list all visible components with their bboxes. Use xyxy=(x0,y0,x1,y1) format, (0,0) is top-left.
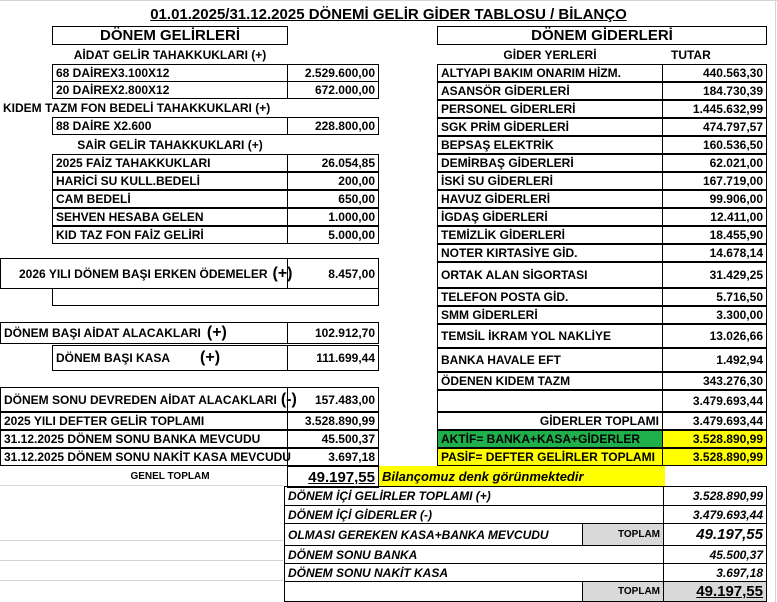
list-item-label: 20 DAİREX2.800X12 xyxy=(52,81,288,99)
table-row-value: 3.300,00 xyxy=(662,306,767,324)
pasif-value: 3.528.890,99 xyxy=(662,448,767,466)
table-row-label: İSKİ SU GİDERLERİ xyxy=(437,172,663,190)
table-row-value: 474.797,57 xyxy=(662,118,767,136)
table-row-value: 343.276,30 xyxy=(662,372,767,390)
list-item-value: 26.054,85 xyxy=(287,154,379,172)
summary-row-label: DÖNEM İÇİ GELİRLER TOPLAMI (+) xyxy=(284,486,664,506)
summary-row-value: 49.197,55 xyxy=(663,523,767,546)
banka-value: 45.500,37 xyxy=(287,430,379,448)
table-row-label: PERSONEL GİDERLERİ xyxy=(437,100,663,118)
summary-final-empty xyxy=(284,581,583,602)
table-row-label: İGDAŞ GİDERLERİ xyxy=(437,208,663,226)
table-row-value: 62.021,00 xyxy=(662,154,767,172)
list-item-value: 5.000,00 xyxy=(287,226,379,244)
table-row-value: 99.906,00 xyxy=(662,190,767,208)
genel-toplam-value: 49.197,55 xyxy=(287,466,379,488)
erken-row xyxy=(0,258,293,289)
table-row-label: HAVUZ GİDERLERİ xyxy=(437,190,663,208)
erken-value: 8.457,00 xyxy=(287,258,379,289)
table-row-label: BEPSAŞ ELEKTRİK xyxy=(437,136,663,154)
list-item-label: 2025 FAİZ TAHAKKUKLARI xyxy=(52,154,288,172)
aktif-value: 3.528.890,99 xyxy=(662,430,767,448)
kasa-sign: (+) xyxy=(200,349,221,366)
banka-label: 31.12.2025 DÖNEM SONU BANKA MEVCUDU xyxy=(0,430,288,448)
expense-total-value: 3.479.693,44 xyxy=(662,412,767,430)
table-row-value: 440.563,30 xyxy=(662,64,767,82)
table-row-value: 14.678,14 xyxy=(662,244,767,262)
table-row-value: 1.492,94 xyxy=(662,348,767,372)
table-row-value: 13.026,66 xyxy=(662,324,767,348)
list-item-label: KID TAZ FON FAİZ GELİRİ xyxy=(52,226,288,244)
table-row-label: ORTAK ALAN SİGORTASI xyxy=(437,262,663,288)
list-item-value: 650,00 xyxy=(287,190,379,208)
income-header: DÖNEM GELİRLERİ xyxy=(52,26,288,45)
summary-row-label: DÖNEM SONU NAKİT KASA xyxy=(284,563,664,582)
list-item-label: CAM BEDELİ xyxy=(52,190,288,208)
table-row-value: 160.536,50 xyxy=(662,136,767,154)
page-title: 01.01.2025/31.12.2025 DÖNEMİ GELİR GİDER TABLOSU / BİLANÇO xyxy=(150,5,627,23)
sair-header: SAİR GELİR TAHAKKUKLARI (+) xyxy=(77,138,263,152)
table-row-label: TELEFON POSTA GİD. xyxy=(437,288,663,306)
nakit-value: 3.697,18 xyxy=(287,448,379,466)
table-row-value: 18.455,90 xyxy=(662,226,767,244)
table-row-value: 31.429,25 xyxy=(662,262,767,288)
list-item-value: 1.000,00 xyxy=(287,208,379,226)
kasa-row xyxy=(52,345,288,371)
kasa-label: DÖNEM BAŞI KASA xyxy=(56,351,171,365)
list-item-value: 2.529.600,00 xyxy=(287,64,379,82)
summary-row-label: OLMASI GEREKEN KASA+BANKA MEVCUDU xyxy=(284,523,583,546)
summary-row-label: DÖNEM İÇİ GİDERLER (-) xyxy=(284,505,664,524)
kasa-value: 111.699,44 xyxy=(287,345,379,371)
table-row-label: NOTER KIRTASİYE GİD. xyxy=(437,244,663,262)
table-row-label: ASANSÖR GİDERLERİ xyxy=(437,82,663,100)
list-item-value: 672.000,00 xyxy=(287,81,379,99)
devreden-value: 157.483,00 xyxy=(287,387,379,412)
summary-final-label: TOPLAM xyxy=(582,581,664,602)
alacak-row xyxy=(0,322,288,344)
alacak-label: DÖNEM BAŞI AİDAT ALACAKLARI xyxy=(4,326,201,340)
table-row-label: TEMİZLİK GİDERLERİ xyxy=(437,226,663,244)
devreden-label: DÖNEM SONU DEVREDEN AİDAT ALACAKLARI xyxy=(4,392,277,407)
genel-toplam-label: GENEL TOPLAM xyxy=(130,471,210,482)
list-item-label: 68 DAİREX3.100X12 xyxy=(52,64,288,82)
summary-row-value: 3.528.890,99 xyxy=(663,486,767,506)
aktif-label: AKTİF= BANKA+KASA+GİDERLER xyxy=(437,430,663,448)
alacak-sign: (+) xyxy=(206,324,227,341)
table-row-label: ALTYAPI BAKIM ONARIM HİZM. xyxy=(437,64,663,82)
nakit-label: 31.12.2025 DÖNEM SONU NAKİT KASA MEVCUDU xyxy=(0,448,288,466)
summary-total-label: TOPLAM xyxy=(582,523,664,546)
alacak-value: 102.912,70 xyxy=(287,322,379,344)
list-item-label: 88 DAİRE X2.600 xyxy=(52,117,288,135)
table-row-label: SMM GİDERLERİ xyxy=(437,306,663,324)
table-row-value: 167.719,00 xyxy=(662,172,767,190)
defter-label: 2025 YILI DEFTER GELİR TOPLAMI xyxy=(0,412,288,430)
defter-value: 3.528.890,99 xyxy=(287,412,379,430)
expense-total-label: GİDERLER TOPLAMI xyxy=(437,412,663,430)
empty-row xyxy=(52,288,379,306)
pasif-label: PASİF= DEFTER GELİRLER TOPLAMI xyxy=(437,448,663,466)
list-item-label: HARİCİ SU KULL.BEDELİ xyxy=(52,172,288,190)
table-row-label: ÖDENEN KIDEM TAZM xyxy=(437,372,663,390)
expense-header: DÖNEM GİDERLERİ xyxy=(437,26,767,45)
table-row-value: 184.730,39 xyxy=(662,82,767,100)
summary-row-value: 3.479.693,44 xyxy=(663,505,767,524)
devreden-sign: (-) xyxy=(280,390,297,408)
list-item-value: 228.800,00 xyxy=(287,117,379,135)
aidat-header: AİDAT GELİR TAHAKKUKLARI (+) xyxy=(73,48,267,62)
table-row-value: 12.411,00 xyxy=(662,208,767,226)
summary-row-label: DÖNEM SONU BANKA xyxy=(284,545,664,564)
kidem-header: KIDEM TAZM FON BEDELİ TAHAKKUKLARI (+) xyxy=(3,101,271,115)
erken-sign: (+) xyxy=(272,264,293,282)
table-row-label: DEMİRBAŞ GİDERLERİ xyxy=(437,154,663,172)
table-row-value: 1.445.632,99 xyxy=(662,100,767,118)
list-item-label: SEHVEN HESABA GELEN xyxy=(52,208,288,226)
subtotal-empty xyxy=(437,390,663,412)
erken-label: 2026 YILI DÖNEM BAŞI ERKEN ÖDEMELER xyxy=(19,266,268,281)
summary-row-value: 45.500,37 xyxy=(663,545,767,564)
summary-row-value: 3.697,18 xyxy=(663,563,767,582)
balance-note: Bilançomuz denk görünmektedir xyxy=(379,466,665,486)
table-row-label: BANKA HAVALE EFT xyxy=(437,348,663,372)
list-item-value: 200,00 xyxy=(287,172,379,190)
devreden-row xyxy=(0,387,297,412)
subtotal-value: 3.479.693,44 xyxy=(662,390,767,412)
expense-col-amount: TUTAR xyxy=(671,48,711,62)
table-row-label: SGK PRİM GİDERLERİ xyxy=(437,118,663,136)
table-row-value: 5.716,50 xyxy=(662,288,767,306)
summary-final-value: 49.197,55 xyxy=(663,581,767,602)
expense-col-name: GİDER YERLERİ xyxy=(503,48,597,62)
table-row-label: TEMSİL İKRAM YOL NAKLİYE xyxy=(437,324,663,348)
